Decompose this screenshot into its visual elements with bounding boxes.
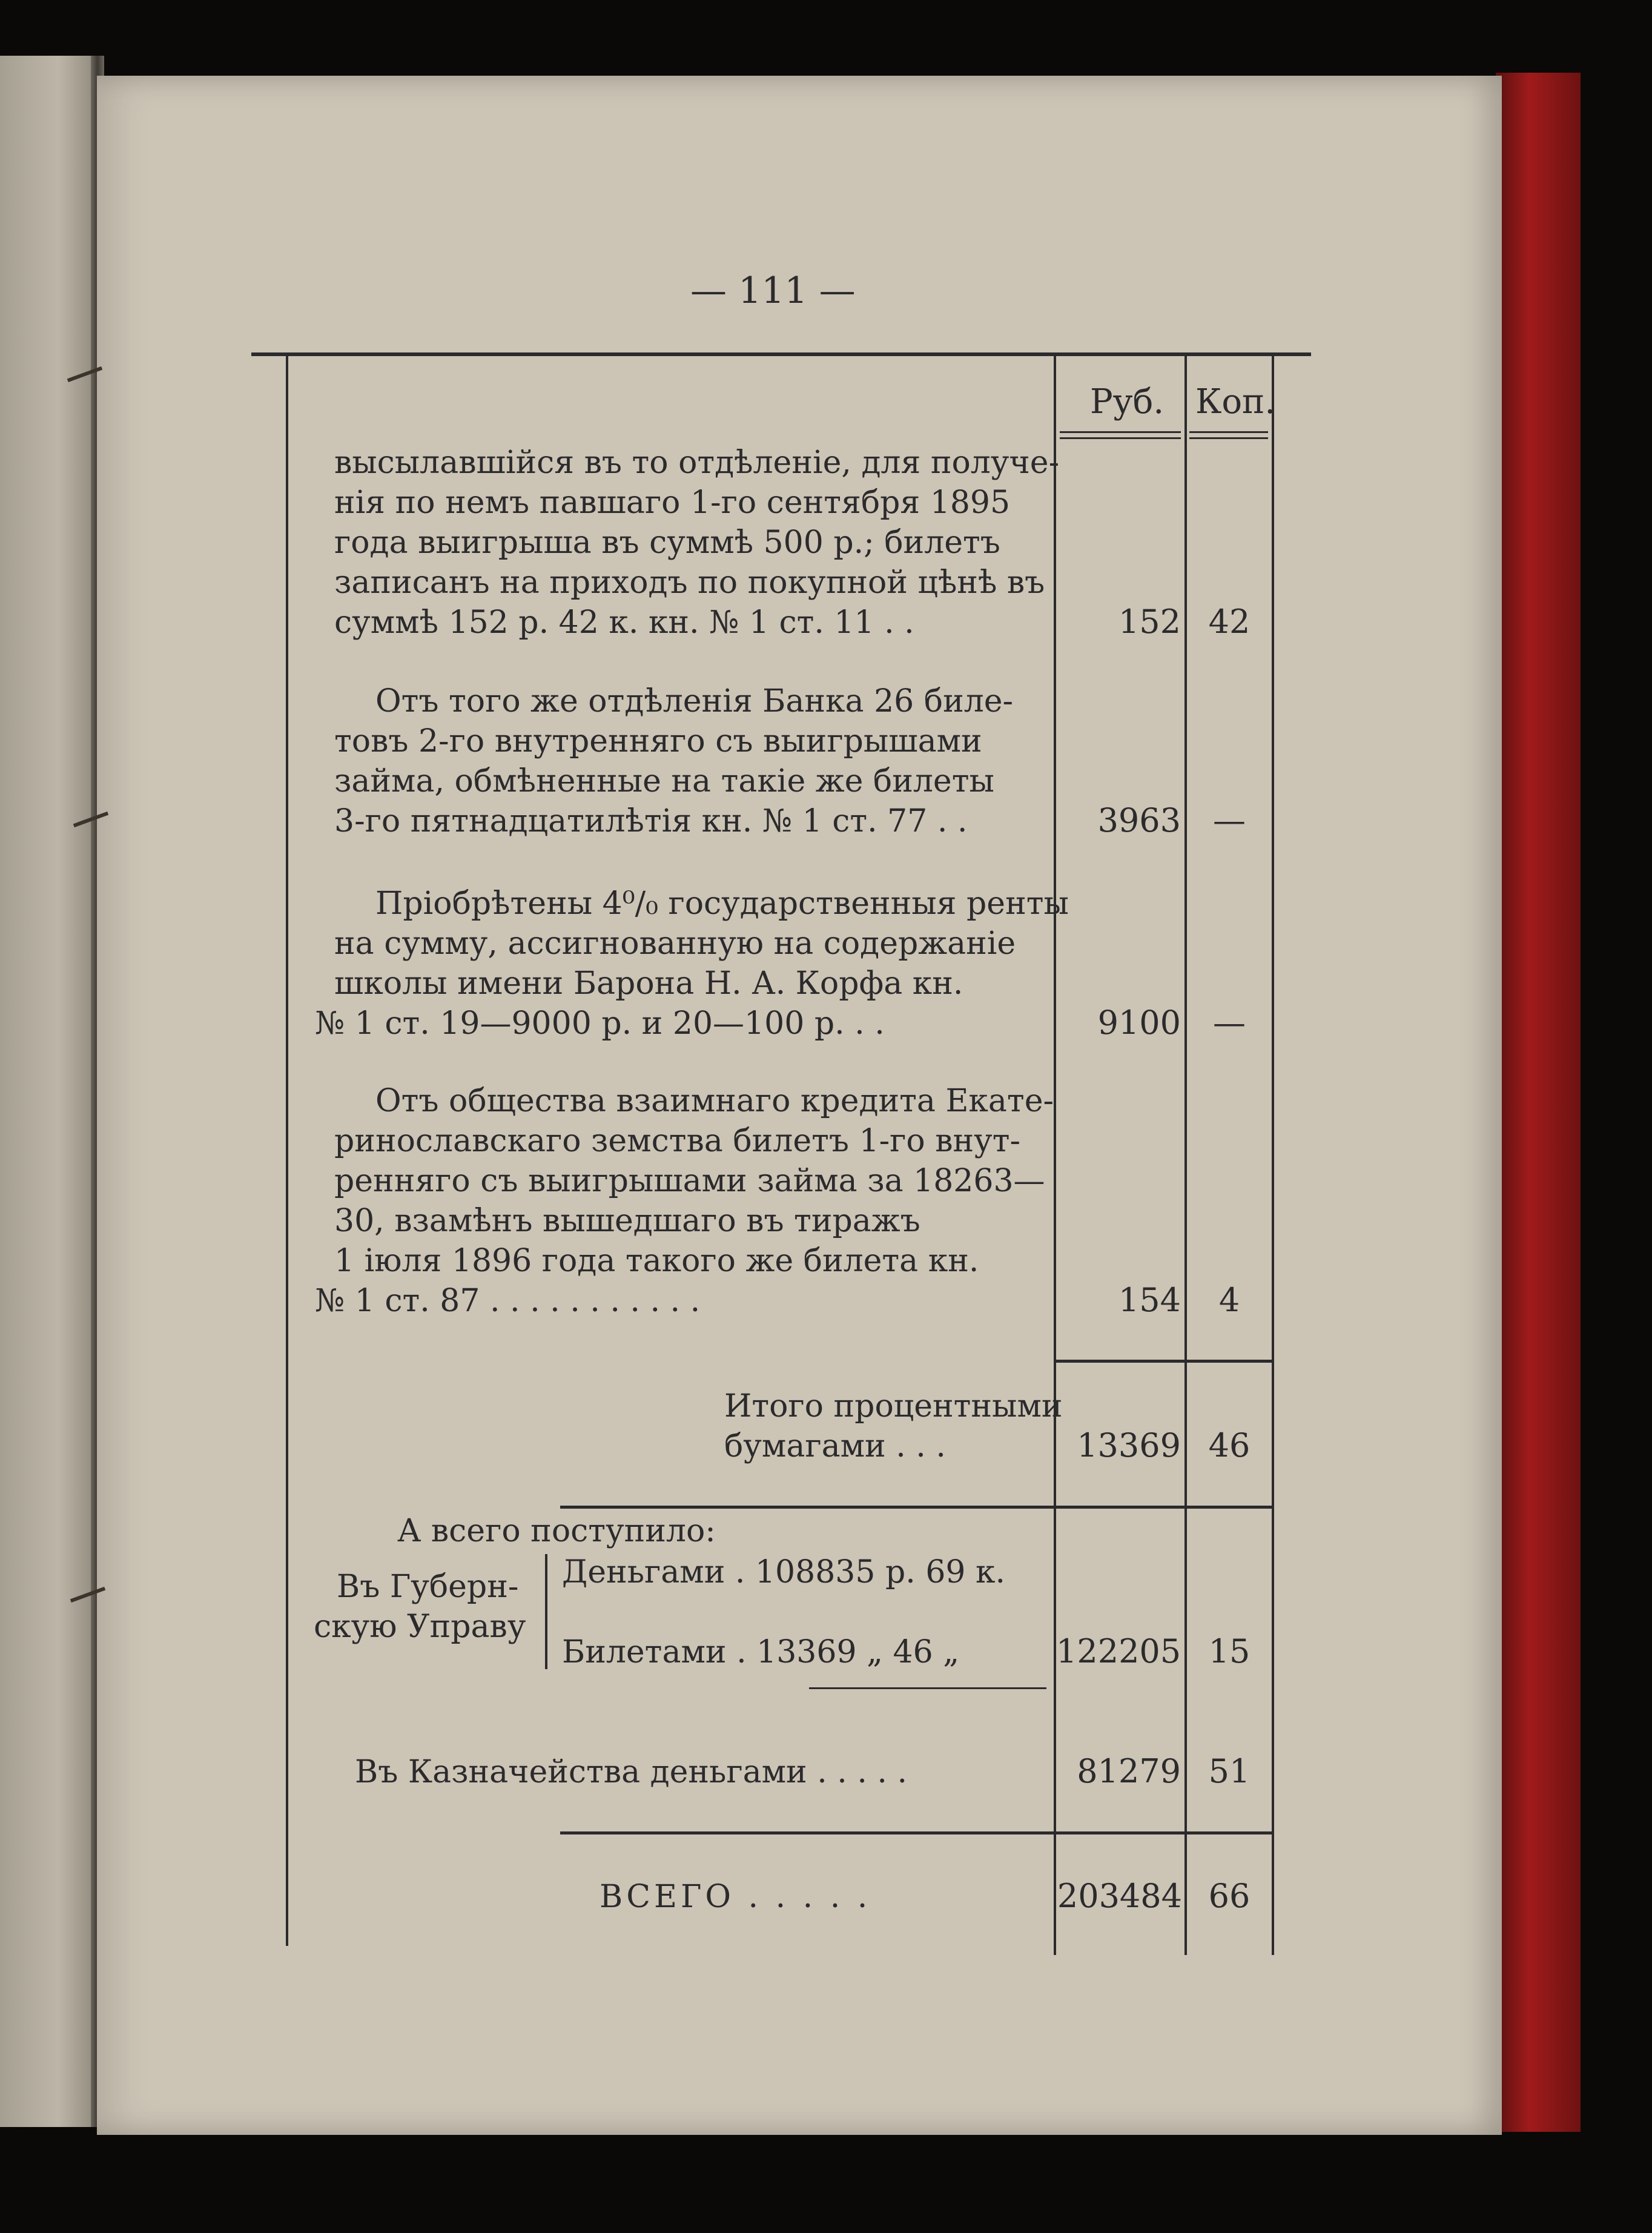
total-received-intro: А всего поступило:	[397, 1513, 716, 1549]
entry-1-line: года выигрыша въ суммѣ 500 р.; билетъ	[334, 524, 1000, 561]
treasury-label: Въ Казначейства деньгами . . . . .	[355, 1754, 908, 1790]
grand-total-kop: 66	[1208, 1877, 1251, 1915]
entry-1-rub: 152	[1118, 603, 1181, 641]
entry-3-line: на сумму, ассигнованную на содержаніе	[334, 925, 1016, 962]
entry-1-line: высылавшійся въ то отдѣленіе, для получе-	[334, 445, 1060, 481]
entry-1-line: нія по немъ павшаго 1-го сентября 1895	[334, 485, 1011, 521]
entry-1-kop: 42	[1208, 603, 1251, 641]
rub-kop-separator	[1184, 356, 1187, 1955]
entry-4-kop: 4	[1218, 1281, 1240, 1319]
header-double-rule	[1060, 437, 1181, 439]
total-rule	[1056, 1506, 1184, 1509]
total-rule	[560, 1506, 1054, 1509]
subtotal-rule	[1187, 1360, 1272, 1363]
treasury-rub: 81279	[1077, 1752, 1181, 1790]
entry-4-line: Отъ общества взаимнаго кредита Екате-	[375, 1083, 1054, 1119]
kop-column-header: Коп.	[1195, 382, 1276, 422]
sum-rule	[809, 1687, 1046, 1689]
treasury-kop: 51	[1208, 1752, 1251, 1790]
grand-total-rule	[1187, 1831, 1272, 1834]
entry-4-line: 1 іюля 1896 года такого же билета кн.	[334, 1243, 979, 1279]
grand-total-label: ВСЕГО . . . . .	[600, 1879, 871, 1915]
top-rule	[251, 352, 1311, 356]
total-rule	[1187, 1506, 1272, 1509]
header-double-rule	[1189, 431, 1268, 433]
rub-column-left-border	[1054, 356, 1056, 1955]
money-line: Деньгами . 108835 р. 69 к.	[562, 1554, 1006, 1590]
subtotal-label: Итого процентными	[724, 1388, 1063, 1424]
entry-4-line: 30, взамѣнъ вышедшаго въ тиражъ	[334, 1203, 920, 1239]
entry-2-line: займа, обмѣненные на такіе же билеты	[334, 763, 994, 799]
tickets-line: Билетами . 13369 „ 46 „	[562, 1634, 960, 1670]
grand-total-rub: 203484	[1057, 1877, 1182, 1915]
book-cover-edge	[1496, 73, 1581, 2132]
subtotal-rub: 13369	[1077, 1426, 1181, 1464]
subtotal-kop: 46	[1208, 1426, 1251, 1464]
entry-4-line: № 1 ст. 87 . . . . . . . . . . .	[315, 1283, 701, 1319]
entry-2-line: Отъ того же отдѣленія Банка 26 биле-	[375, 683, 1014, 720]
total-received-rub: 122205	[1056, 1632, 1181, 1670]
entry-4-line: ринославскаго земства билетъ 1-го внут-	[334, 1123, 1021, 1159]
entry-1-line: суммѣ 152 р. 42 к. кн. № 1 ст. 11 . .	[334, 604, 914, 641]
total-received-kop: 15	[1208, 1632, 1251, 1670]
entry-2-line: товъ 2-го внутренняго съ выигрышами	[334, 723, 982, 759]
left-page-edge	[0, 56, 97, 2127]
recipient-label: скую Управу	[314, 1609, 526, 1645]
grand-total-rule	[560, 1831, 1054, 1834]
brace	[545, 1554, 547, 1669]
entry-4-line: ренняго съ выигрышами займа за 18263—	[334, 1163, 1045, 1199]
entry-4-rub: 154	[1118, 1281, 1181, 1319]
entry-3-kop: —	[1213, 1004, 1246, 1042]
entry-1-line: записанъ на приходъ по покупной цѣнѣ въ	[334, 564, 1045, 601]
kop-column-right-border	[1272, 356, 1274, 1955]
subtotal-label: бумагами . . .	[724, 1428, 946, 1464]
entry-3-line: № 1 ст. 19—9000 р. и 20—100 р. . .	[315, 1005, 885, 1042]
entry-3-rub: 9100	[1097, 1004, 1181, 1042]
entry-2-kop: —	[1213, 801, 1246, 839]
left-border	[286, 356, 288, 1946]
entry-2-rub: 3963	[1097, 801, 1181, 839]
entry-2-line: 3-го пятнадцатилѣтія кн. № 1 ст. 77 . .	[334, 803, 968, 839]
subtotal-rule	[1056, 1360, 1184, 1363]
grand-total-rule	[1056, 1831, 1184, 1834]
header-double-rule	[1189, 437, 1268, 439]
header-double-rule	[1060, 431, 1181, 433]
rub-column-header: Руб.	[1090, 382, 1165, 422]
page-number: — 111 —	[690, 270, 856, 312]
recipient-label: Въ Губерн-	[337, 1569, 519, 1605]
entry-3-line: школы имени Барона Н. А. Корфа кн.	[334, 965, 963, 1002]
entry-3-line: Пріобрѣтены 4⁰/₀ государственныя ренты	[375, 885, 1069, 922]
